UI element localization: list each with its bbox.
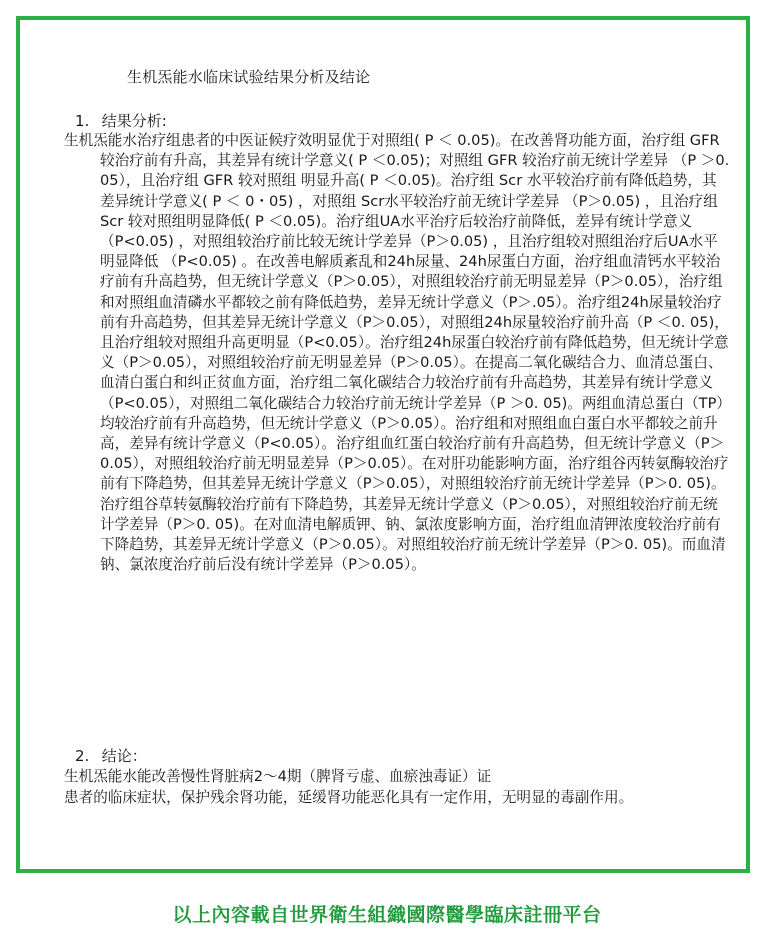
results-analysis-paragraph: 生机炁能水治疗组患者的中医证候疗效明显优于对照组( P ＜ 0.05)。在改善肾功能方面，治疗组 GFR 较治疗前有升高，其差异有统计学意义( P ＜0.05)；对照组 GFR 较治疗前无统计学差异 （P ＞0. 05），且治疗组 GFR 较对照组 明显升高( P ＜0.05)。治疗组 Scr 水平较治疗前有降低趋势，其差异统计学意义( P ＜ 0・05) ，对照组 Scr水平较治疗前无统计学差异 （P＞0.05) ，且治疗组 Scr 较对照组明显降低( P ＜0.05)。治疗组UA水平治疗后较治疗前降低，差异有统计学意义 （P<0.05) ，对照组较治疗前比较无统计学差异（P＞0.05) ，且治疗组较对照组治疗后UA水平明显降低 （P<0.05) 。在改善电解质紊乱和24h尿量、24h尿蛋白方面，治疗组血清钙水平较治疗前有升高趋势，但无统计学意义（P＞0.05），对照组较治疗前无明显差异（P＞0.05），治疗组和对照组血清磷水平都较之前有降低趋势，差异无统计学意义（P＞.05）。治疗组24h尿量较治疗前有升高趋势，但其差异无统计学意义（P＞0.05），对照组24h尿量较治疗前升高（P ＜0. 05)，且治疗组较对照组升高更明显（P<0.05）。治疗组24h尿蛋白较治疗前有降低趋势，但无统计学意义（P＞0.05），对照组较治疗前无明显差异（P＞0.05）。在提高二氧化碳结合力、血清总蛋白、血清白蛋白和纠正贫血方面，治疗组二氧化碳结合力较治疗前有升高趋势，其差异有统计学意义（P<0.05），对照组二氧化碳结合力较治疗前无统计学差异（P ＞0. 05)。两组血清总蛋白（TP）均较治疗前有升高趋势，但无统计学意义（P＞0.05）。治疗组和对照组血白蛋白水平都较之前升高，差异有统计学意义（P<0.05）。治疗组血红蛋白较治疗前有升高趋势，但无统计学意义（P＞0.05），对照组较治疗前无明显差异（P＞0.05）。在对肝功能影响方面，治疗组谷丙转氨酶较治疗前有下降趋势，但其差异无统计学意义（P＞0.05），对照组较治疗前无统计学差异（P＞0. 05)。治疗组谷草转氨酶较治疗前有下降趋势，其差异无统计学意义（P＞0.05），对照组较治疗前无统计学差异（P＞0. 05)。在对血清电解质钾、钠、氯浓度影响方面，治疗组血清钾浓度较治疗前有下降趋势，其差异无统计学意义（P＞0.05）。对照组较治疗前无统计学差异（P＞0. 05)。而血清钠、氯浓度治疗前后没有统计学差异（P＞0.05）。 bbox=[64, 132, 730, 574]
section-number: 2. bbox=[75, 747, 90, 765]
source-footer: 以上內容載自世界衛生組織國際醫學臨床註冊平台 bbox=[172, 904, 602, 926]
conclusion-line-2: 患者的临床症状，保护残余肾功能，延缓肾功能恶化具有一定作用，无明显的毒副作用。 bbox=[64, 789, 634, 806]
conclusion-line-1: 生机炁能水能改善慢性肾脏病2～4期（脾肾亏虚、血瘀浊毒证）证 bbox=[64, 768, 492, 785]
section-heading-results bbox=[75, 110, 167, 131]
section-heading-text: 结果分析: bbox=[101, 112, 167, 130]
section-heading-conclusion bbox=[75, 745, 147, 766]
section-number: 1. bbox=[75, 112, 90, 130]
document-title: 生机炁能水临床试验结果分析及结论 bbox=[127, 68, 371, 86]
section-heading-text: 结论： bbox=[101, 747, 147, 765]
